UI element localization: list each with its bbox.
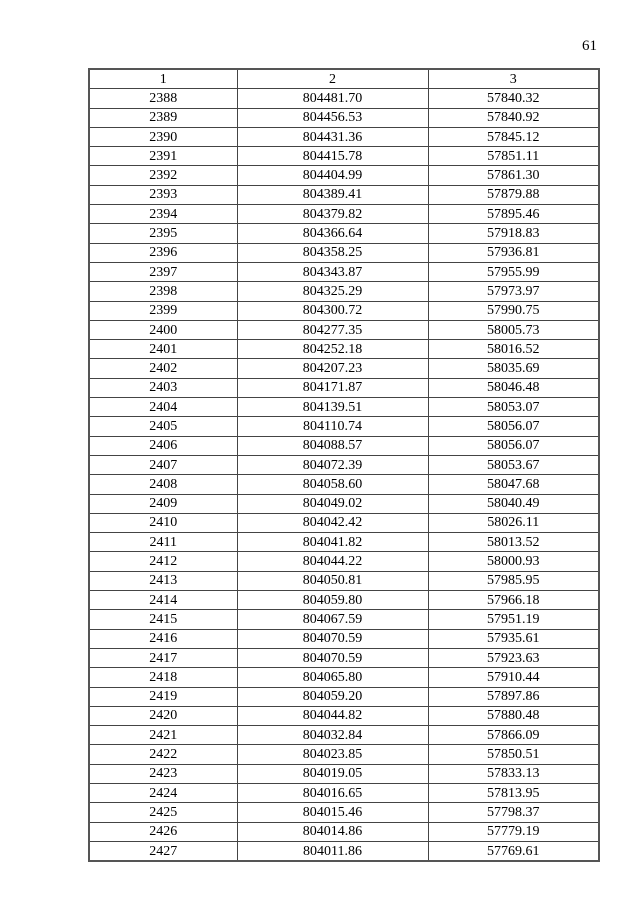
table-row [89, 822, 599, 841]
x-coordinate-cell: 804049.02 [237, 494, 428, 513]
table-header [89, 69, 599, 89]
point-number-cell: 2403 [89, 378, 237, 397]
point-number-cell: 2416 [89, 629, 237, 648]
y-coordinate-cell: 57966.18 [428, 591, 599, 610]
point-number-cell: 2408 [89, 475, 237, 494]
y-coordinate-cell: 57798.37 [428, 803, 599, 822]
y-coordinate-cell: 57866.09 [428, 726, 599, 745]
x-coordinate-cell: 804070.59 [237, 648, 428, 667]
x-coordinate-cell: 804070.59 [237, 629, 428, 648]
table-row [89, 803, 599, 822]
y-coordinate-cell: 57973.97 [428, 282, 599, 301]
table-row [89, 706, 599, 725]
y-coordinate-cell: 57813.95 [428, 783, 599, 802]
y-coordinate-cell: 57936.81 [428, 243, 599, 262]
point-number-cell: 2405 [89, 417, 237, 436]
table-row [89, 417, 599, 436]
x-coordinate-cell: 804277.35 [237, 320, 428, 339]
table-row [89, 726, 599, 745]
point-number-cell: 2391 [89, 147, 237, 166]
y-coordinate-cell: 57850.51 [428, 745, 599, 764]
x-coordinate-cell: 804481.70 [237, 89, 428, 108]
table-row [89, 262, 599, 281]
table-row [89, 571, 599, 590]
page-number: 61 [582, 38, 597, 54]
table-row [89, 398, 599, 417]
table-row [89, 378, 599, 397]
y-coordinate-cell: 58047.68 [428, 475, 599, 494]
point-number-cell: 2414 [89, 591, 237, 610]
y-coordinate-cell: 58005.73 [428, 320, 599, 339]
x-coordinate-cell: 804059.80 [237, 591, 428, 610]
table-row [89, 610, 599, 629]
point-number-cell: 2420 [89, 706, 237, 725]
x-coordinate-cell: 804379.82 [237, 205, 428, 224]
y-coordinate-cell: 57879.88 [428, 185, 599, 204]
point-number-cell: 2411 [89, 533, 237, 552]
point-number-cell: 2425 [89, 803, 237, 822]
table-row [89, 533, 599, 552]
point-number-cell: 2399 [89, 301, 237, 320]
table-row [89, 648, 599, 667]
y-coordinate-cell: 57985.95 [428, 571, 599, 590]
y-coordinate-cell: 57851.11 [428, 147, 599, 166]
x-coordinate-cell: 804171.87 [237, 378, 428, 397]
table-row [89, 301, 599, 320]
point-number-cell: 2410 [89, 513, 237, 532]
column-header-1: 1 [89, 69, 237, 89]
table-row [89, 552, 599, 571]
x-coordinate-cell: 804032.84 [237, 726, 428, 745]
x-coordinate-cell: 804139.51 [237, 398, 428, 417]
y-coordinate-cell: 57840.32 [428, 89, 599, 108]
x-coordinate-cell: 804088.57 [237, 436, 428, 455]
y-coordinate-cell: 57918.83 [428, 224, 599, 243]
point-number-cell: 2422 [89, 745, 237, 764]
table-row [89, 340, 599, 359]
x-coordinate-cell: 804404.99 [237, 166, 428, 185]
y-coordinate-cell: 58016.52 [428, 340, 599, 359]
x-coordinate-cell: 804011.86 [237, 841, 428, 861]
table-row [89, 436, 599, 455]
header-row [89, 69, 599, 89]
point-number-cell: 2398 [89, 282, 237, 301]
y-coordinate-cell: 57833.13 [428, 764, 599, 783]
y-coordinate-cell: 57840.92 [428, 108, 599, 127]
y-coordinate-cell: 57897.86 [428, 687, 599, 706]
table-row [89, 687, 599, 706]
point-number-cell: 2424 [89, 783, 237, 802]
table-row [89, 455, 599, 474]
table-row [89, 591, 599, 610]
x-coordinate-cell: 804059.20 [237, 687, 428, 706]
x-coordinate-cell: 804041.82 [237, 533, 428, 552]
point-number-cell: 2423 [89, 764, 237, 783]
table-row [89, 205, 599, 224]
x-coordinate-cell: 804042.42 [237, 513, 428, 532]
x-coordinate-cell: 804050.81 [237, 571, 428, 590]
x-coordinate-cell: 804343.87 [237, 262, 428, 281]
point-number-cell: 2419 [89, 687, 237, 706]
y-coordinate-cell: 57880.48 [428, 706, 599, 725]
point-number-cell: 2426 [89, 822, 237, 841]
table-row [89, 513, 599, 532]
point-number-cell: 2409 [89, 494, 237, 513]
point-number-cell: 2401 [89, 340, 237, 359]
x-coordinate-cell: 804110.74 [237, 417, 428, 436]
table-row [89, 629, 599, 648]
point-number-cell: 2390 [89, 127, 237, 146]
x-coordinate-cell: 804415.78 [237, 147, 428, 166]
y-coordinate-cell: 57951.19 [428, 610, 599, 629]
table-row [89, 147, 599, 166]
y-coordinate-cell: 58013.52 [428, 533, 599, 552]
point-number-cell: 2413 [89, 571, 237, 590]
x-coordinate-cell: 804019.05 [237, 764, 428, 783]
y-coordinate-cell: 58053.07 [428, 398, 599, 417]
y-coordinate-cell: 58046.48 [428, 378, 599, 397]
point-number-cell: 2412 [89, 552, 237, 571]
point-number-cell: 2393 [89, 185, 237, 204]
coordinates-table [88, 68, 600, 862]
x-coordinate-cell: 804366.64 [237, 224, 428, 243]
table-row [89, 841, 599, 861]
x-coordinate-cell: 804325.29 [237, 282, 428, 301]
table-row [89, 127, 599, 146]
point-number-cell: 2394 [89, 205, 237, 224]
point-number-cell: 2404 [89, 398, 237, 417]
point-number-cell: 2406 [89, 436, 237, 455]
y-coordinate-cell: 58035.69 [428, 359, 599, 378]
table-row [89, 494, 599, 513]
x-coordinate-cell: 804456.53 [237, 108, 428, 127]
y-coordinate-cell: 57769.61 [428, 841, 599, 861]
point-number-cell: 2395 [89, 224, 237, 243]
point-number-cell: 2421 [89, 726, 237, 745]
point-number-cell: 2389 [89, 108, 237, 127]
y-coordinate-cell: 57955.99 [428, 262, 599, 281]
point-number-cell: 2417 [89, 648, 237, 667]
y-coordinate-cell: 57845.12 [428, 127, 599, 146]
y-coordinate-cell: 58056.07 [428, 417, 599, 436]
table-row [89, 475, 599, 494]
y-coordinate-cell: 57935.61 [428, 629, 599, 648]
table-row [89, 166, 599, 185]
x-coordinate-cell: 804389.41 [237, 185, 428, 204]
y-coordinate-cell: 58053.67 [428, 455, 599, 474]
x-coordinate-cell: 804065.80 [237, 668, 428, 687]
point-number-cell: 2402 [89, 359, 237, 378]
x-coordinate-cell: 804023.85 [237, 745, 428, 764]
point-number-cell: 2415 [89, 610, 237, 629]
point-number-cell: 2427 [89, 841, 237, 861]
y-coordinate-cell: 57779.19 [428, 822, 599, 841]
point-number-cell: 2396 [89, 243, 237, 262]
y-coordinate-cell: 58040.49 [428, 494, 599, 513]
point-number-cell: 2407 [89, 455, 237, 474]
point-number-cell: 2397 [89, 262, 237, 281]
point-number-cell: 2392 [89, 166, 237, 185]
x-coordinate-cell: 804044.22 [237, 552, 428, 571]
y-coordinate-cell: 57923.63 [428, 648, 599, 667]
y-coordinate-cell: 58026.11 [428, 513, 599, 532]
x-coordinate-cell: 804015.46 [237, 803, 428, 822]
table-body [89, 89, 599, 861]
column-header-2: 2 [237, 69, 428, 89]
point-number-cell: 2418 [89, 668, 237, 687]
table-row [89, 764, 599, 783]
x-coordinate-cell: 804431.36 [237, 127, 428, 146]
x-coordinate-cell: 804067.59 [237, 610, 428, 629]
table-row [89, 185, 599, 204]
point-number-cell: 2388 [89, 89, 237, 108]
x-coordinate-cell: 804300.72 [237, 301, 428, 320]
x-coordinate-cell: 804016.65 [237, 783, 428, 802]
y-coordinate-cell: 58056.07 [428, 436, 599, 455]
y-coordinate-cell: 58000.93 [428, 552, 599, 571]
point-number-cell: 2400 [89, 320, 237, 339]
table-row [89, 108, 599, 127]
table-row [89, 282, 599, 301]
table-row [89, 783, 599, 802]
y-coordinate-cell: 57910.44 [428, 668, 599, 687]
table-row [89, 89, 599, 108]
x-coordinate-cell: 804014.86 [237, 822, 428, 841]
x-coordinate-cell: 804044.82 [237, 706, 428, 725]
x-coordinate-cell: 804252.18 [237, 340, 428, 359]
x-coordinate-cell: 804207.23 [237, 359, 428, 378]
table-row [89, 243, 599, 262]
y-coordinate-cell: 57990.75 [428, 301, 599, 320]
y-coordinate-cell: 57895.46 [428, 205, 599, 224]
column-header-3: 3 [428, 69, 599, 89]
x-coordinate-cell: 804072.39 [237, 455, 428, 474]
x-coordinate-cell: 804058.60 [237, 475, 428, 494]
table-row [89, 320, 599, 339]
table-row [89, 745, 599, 764]
x-coordinate-cell: 804358.25 [237, 243, 428, 262]
y-coordinate-cell: 57861.30 [428, 166, 599, 185]
table-row [89, 359, 599, 378]
table-row [89, 224, 599, 243]
table-row [89, 668, 599, 687]
